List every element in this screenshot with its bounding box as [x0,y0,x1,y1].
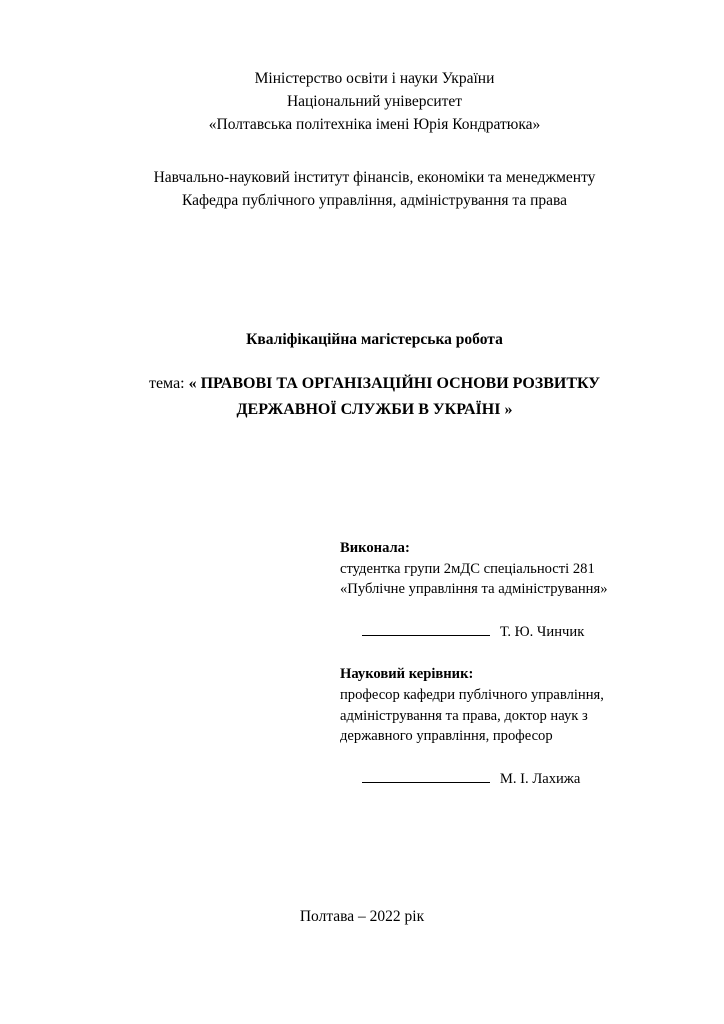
signature-line [362,768,490,783]
performed-by-label: Виконала: [340,540,410,556]
author-specialty-line: «Публічне управління та адміністрування» [340,581,608,598]
ministry-line-1: Міністерство освіти і науки України [254,70,495,87]
supervisor-signature-row [340,747,700,810]
supervisor-label: Науковий керівник: [340,666,474,683]
ministry-line-3: «Полтавська політехніка імені Юрія Кондратюка» [208,115,541,133]
department-line: Кафедра публічного управління, адміністрування та права [181,191,568,209]
page-footer: Полтава – 2022 рік [299,908,425,925]
supervisor-line-3: державного управління, професор [340,728,553,745]
author-group-line: студентка групи 2мДС спеціальності 281 [340,560,595,577]
supervisor-line-1: професор кафедри публічного управління, [340,686,604,703]
theme-title-line-1: « ПРАВОВІ ТА ОРГАНІЗАЦІЙНІ ОСНОВИ РОЗВИТКУ [188,374,601,392]
institute-block [85,167,664,213]
page-header-block [85,60,664,423]
ministry-line-2: Національний університет [286,92,463,110]
signature-line [362,621,490,636]
author-name: Т. Ю. Чинчик [499,623,585,640]
author-signature-row [340,600,700,663]
supervisor-line-2: адміністрування та права, доктор наук з [340,707,588,724]
theme-title-line-2: ДЕРЖАВНОЇ СЛУЖБИ В УКРАЇНІ » [236,400,513,418]
institute-line-1: Навчально-науковий інститут фінансів, економіки та менеджменту [153,168,596,186]
thesis-theme [85,371,664,423]
work-type: Кваліфікаційна магістерська робота [246,330,503,348]
author-block [340,538,700,810]
ministry-block [85,68,664,137]
theme-label: тема: [148,374,189,392]
supervisor-name: М. І. Лахижа [499,770,581,787]
